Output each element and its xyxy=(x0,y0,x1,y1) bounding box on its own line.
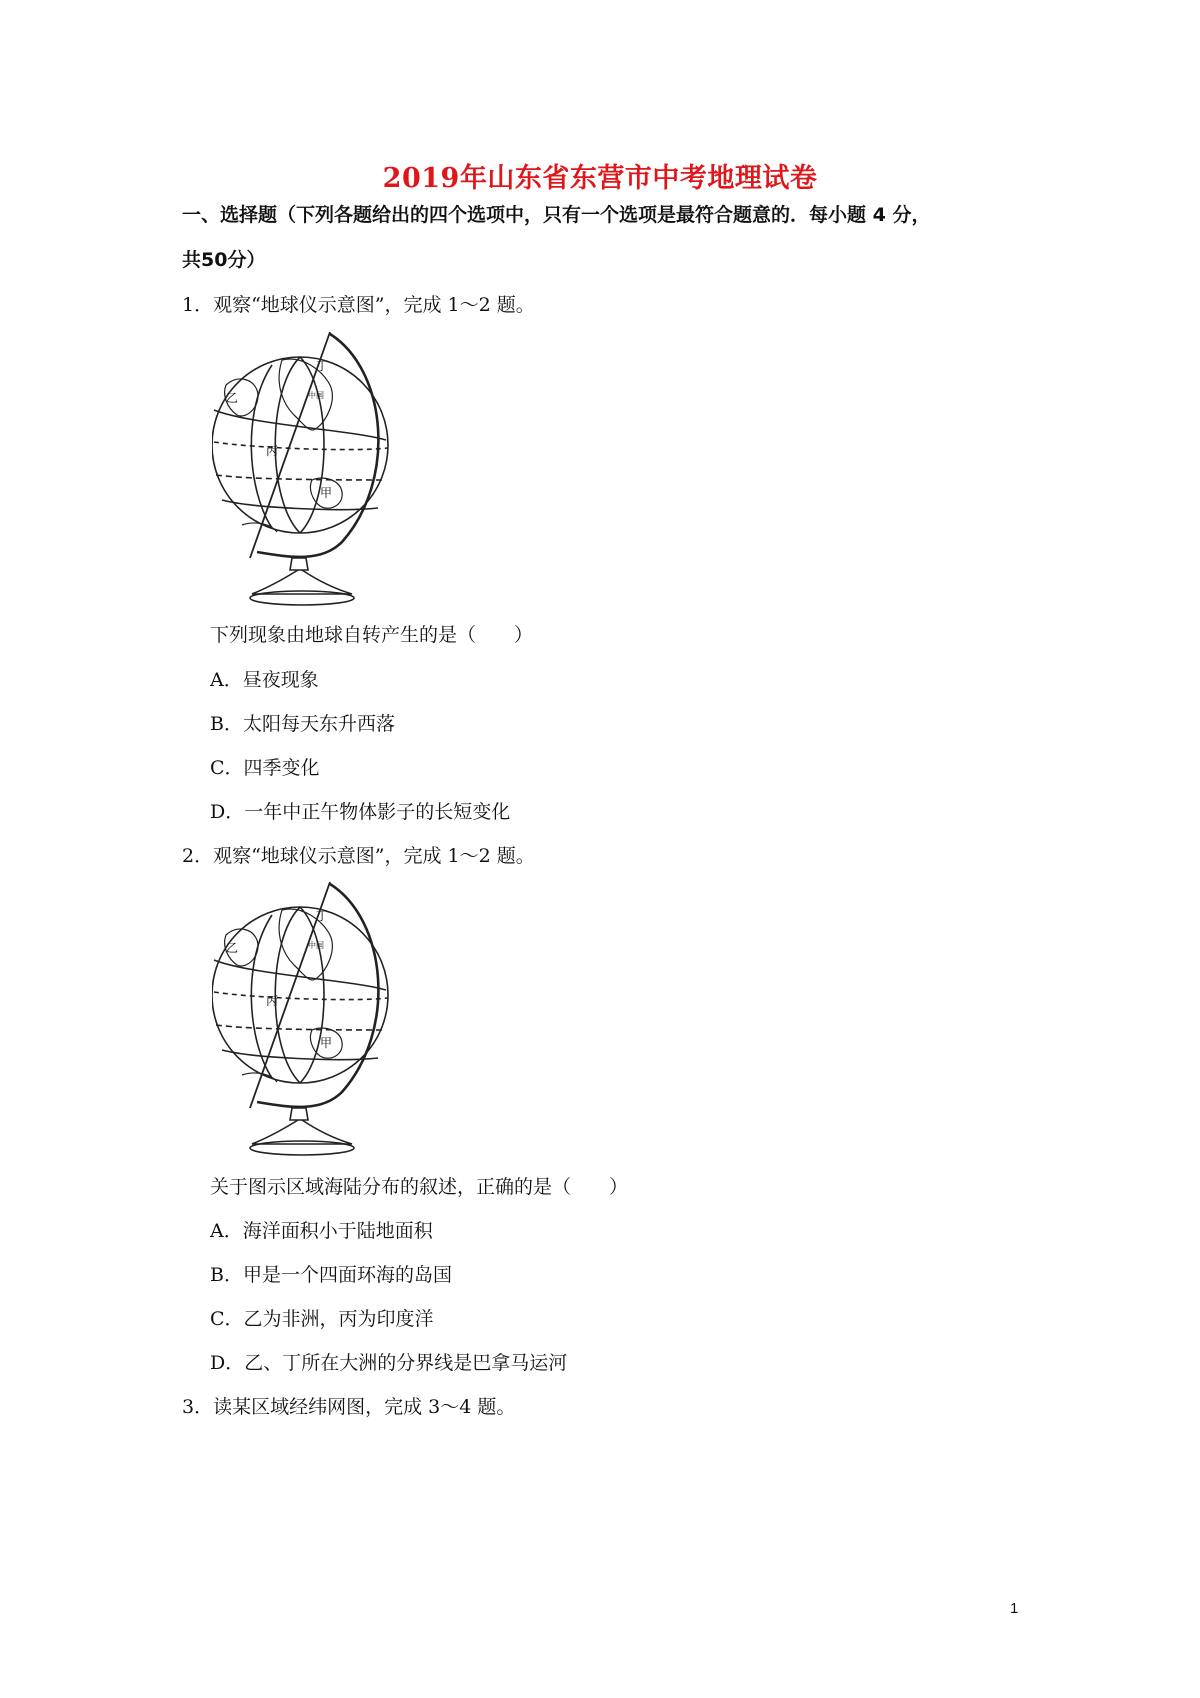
question-2-option-d[interactable]: D．乙、丁所在大洲的分界线是巴拿马运河 xyxy=(210,1352,568,1374)
label-yi: 乙 xyxy=(226,391,239,405)
label-yi: 乙 xyxy=(226,941,239,955)
question-1-intro: 1．观察“地球仪示意图”，完成 1～2 题。 xyxy=(182,294,535,316)
label-bing: 丙 xyxy=(266,994,279,1008)
globe-illustration xyxy=(212,330,392,620)
label-zhong: 中国 xyxy=(308,391,324,400)
label-jia: 甲 xyxy=(320,1036,333,1050)
question-2-option-a[interactable]: A．海洋面积小于陆地面积 xyxy=(210,1220,433,1242)
globe-figure-1 xyxy=(212,330,392,620)
page-title: 2019年山东省东营市中考地理试卷 xyxy=(382,163,818,194)
label-ding: 丁 xyxy=(316,909,329,923)
globe-figure-2 xyxy=(212,880,392,1170)
label-ding: 丁 xyxy=(316,359,329,373)
question-2-intro: 2．观察“地球仪示意图”，完成 1～2 题。 xyxy=(182,845,535,867)
question-1-option-c[interactable]: C．四季变化 xyxy=(210,757,320,779)
question-2-option-b[interactable]: B．甲是一个四面环海的岛国 xyxy=(210,1264,452,1286)
question-1-stem: 下列现象由地球自转产生的是（ ） xyxy=(210,624,534,646)
question-1-option-d[interactable]: D．一年中正午物体影子的长短变化 xyxy=(210,801,511,823)
section-heading-line-1: 一、选择题（下列各题给出的四个选项中，只有一个选项是最符合题意的．每小题 4 分， xyxy=(182,204,931,226)
section-heading-line-2: 共50分） xyxy=(182,249,266,271)
label-zhong: 中国 xyxy=(308,941,324,950)
label-jia: 甲 xyxy=(320,486,333,500)
label-bing: 丙 xyxy=(266,444,279,458)
page-number: 1 xyxy=(1010,1600,1019,1617)
question-2-stem: 关于图示区域海陆分布的叙述，正确的是（ ） xyxy=(210,1176,629,1198)
question-1-option-a[interactable]: A．昼夜现象 xyxy=(210,669,319,691)
globe-illustration xyxy=(212,880,392,1170)
question-3-intro: 3．读某区域经纬网图，完成 3～4 题。 xyxy=(182,1396,516,1418)
question-1-option-b[interactable]: B．太阳每天东升西落 xyxy=(210,713,395,735)
question-2-option-c[interactable]: C．乙为非洲，丙为印度洋 xyxy=(210,1308,434,1330)
